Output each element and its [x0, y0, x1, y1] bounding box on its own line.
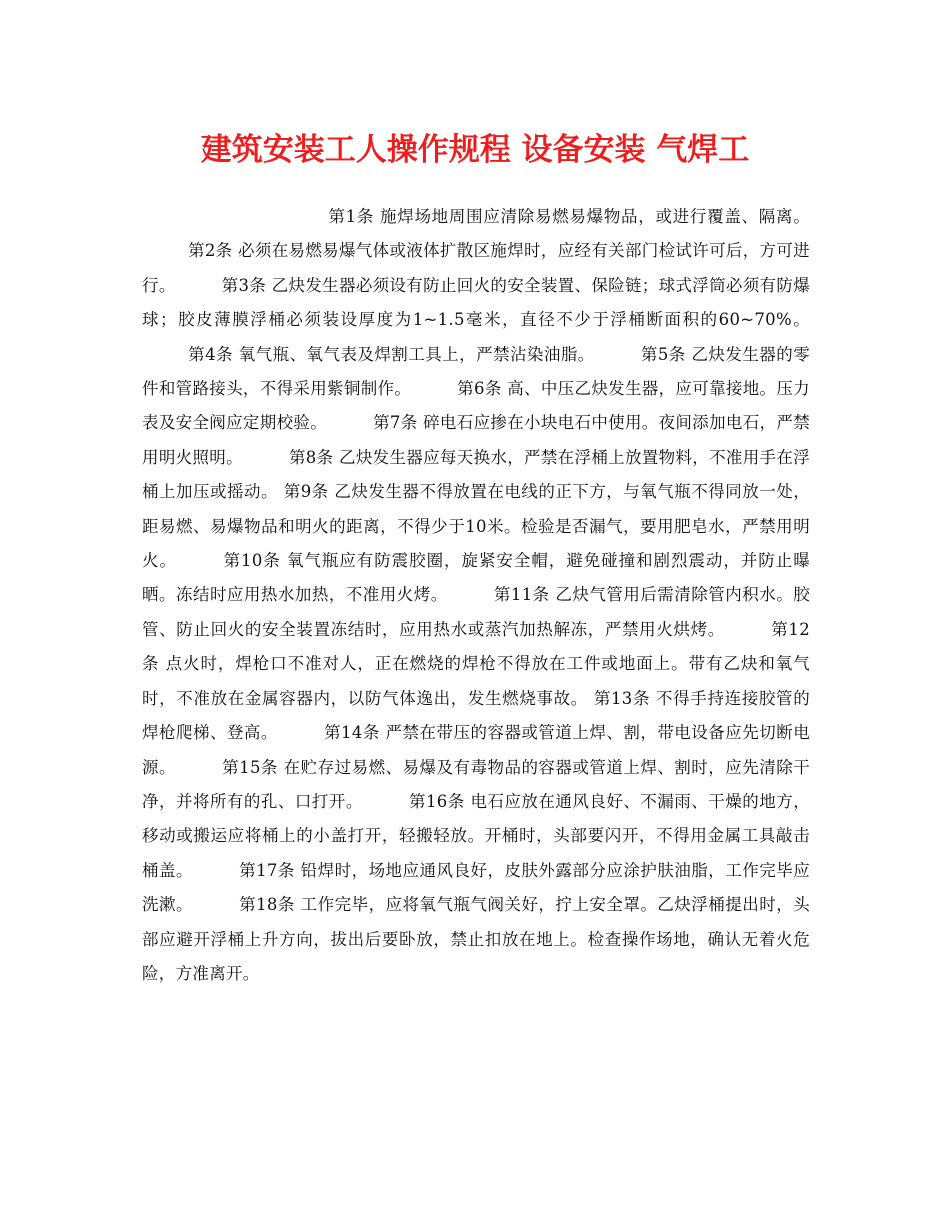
clause-12: 第12条 点火时，焊枪口不准对人，正在燃烧的焊枪不得放在工件或地面上。带有乙炔和氧气时，不准放在金属容器内，以防气体逸出，发生燃烧事故。: [142, 619, 810, 708]
clause-11: 第11条 乙炔气管用后需清除管内积水。胶管、防止回火的安全装置冻结时，应用热水或蒸汽加热解冻，严禁用火烘烤。: [142, 585, 810, 639]
clause-5: 第5条 乙炔发生器的零件和管路接头，不得采用紫铜制作。: [142, 344, 810, 399]
clause-14: 第14条 严禁在带压的容器或管道上焊、割，带电设备应先切断电源。: [142, 723, 810, 777]
clause-1: 第1条 施焊场地周围应清除易燃易爆物品，或进行覆盖、隔离。: [328, 207, 810, 226]
clause-13: 第13条 不得手持连接胶管的焊枪爬梯、登高。: [142, 688, 810, 743]
document-title: 建筑安装工人操作规程 设备安装 气焊工: [200, 132, 750, 168]
clause-4: 第4条 氧气瓶、氧气表及焊割工具上，严禁沾染油脂。: [188, 344, 595, 364]
clause-7: 第7条 碎电石应掺在小块电石中使用。夜间添加电石，严禁用明火照明。: [142, 413, 810, 467]
clause-17: 第17条 铅焊时，场地应通风良好，皮肤外露部分应涂护肤油脂，工作完毕应洗漱。: [142, 860, 810, 915]
clause-18: 第18条 工作完毕，应将氧气瓶气阀关好，拧上安全罩。乙炔浮桶提出时，头部应避开浮桶上升方向，拔出后要卧放，禁止扣放在地上。检查操作场地，确认无着火危险，方准离开。: [142, 895, 810, 983]
clause-16: 第16条 电石应放在通风良好、不漏雨、干燥的地方，移动或搬运应将桶上的小盖打开，轻搬轻放。开桶时，头部要闪开，不得用金属工具敲击桶盖。: [142, 791, 810, 880]
clause-15: 第15条 在贮存过易燃、易爆及有毒物品的容器或管道上焊、割时，应先清除干净，并将所有的孔、口打开。: [142, 757, 810, 811]
document-body: [142, 200, 810, 991]
clause-3: 第3条 乙炔发生器必须设有防止回火的安全装置、保险链；球式浮筒必须有防爆球；胶皮薄膜浮桶必须装设厚度为1~1.5毫米，直径不少于浮桶断面积的60~70%。: [142, 275, 810, 330]
clause-6: 第6条 高、中压乙炔发生器，应可靠接地。压力表及安全阀应定期校验。: [142, 379, 810, 433]
clause-2: 第2条 必须在易燃易爆气体或液体扩散区施焊时，应经有关部门检试许可后，方可进行。: [142, 241, 810, 295]
clause-9: 第9条 乙炔发生器不得放置在电线的正下方，与氧气瓶不得同放一处，距易燃、易爆物品和明火的距离，不得少于10米。检验是否漏气，要用肥皂水，严禁用明火。: [142, 482, 811, 571]
clause-8: 第8条 乙炔发生器应每天换水，严禁在浮桶上放置物料，不准用手在浮桶上加压或摇动。: [142, 447, 810, 502]
clause-10: 第10条 氧气瓶应有防震胶圈，旋紧安全帽，避免碰撞和剧烈震动，并防止曝晒。冻结时应用热水加热，不准用火烤。: [142, 551, 810, 605]
